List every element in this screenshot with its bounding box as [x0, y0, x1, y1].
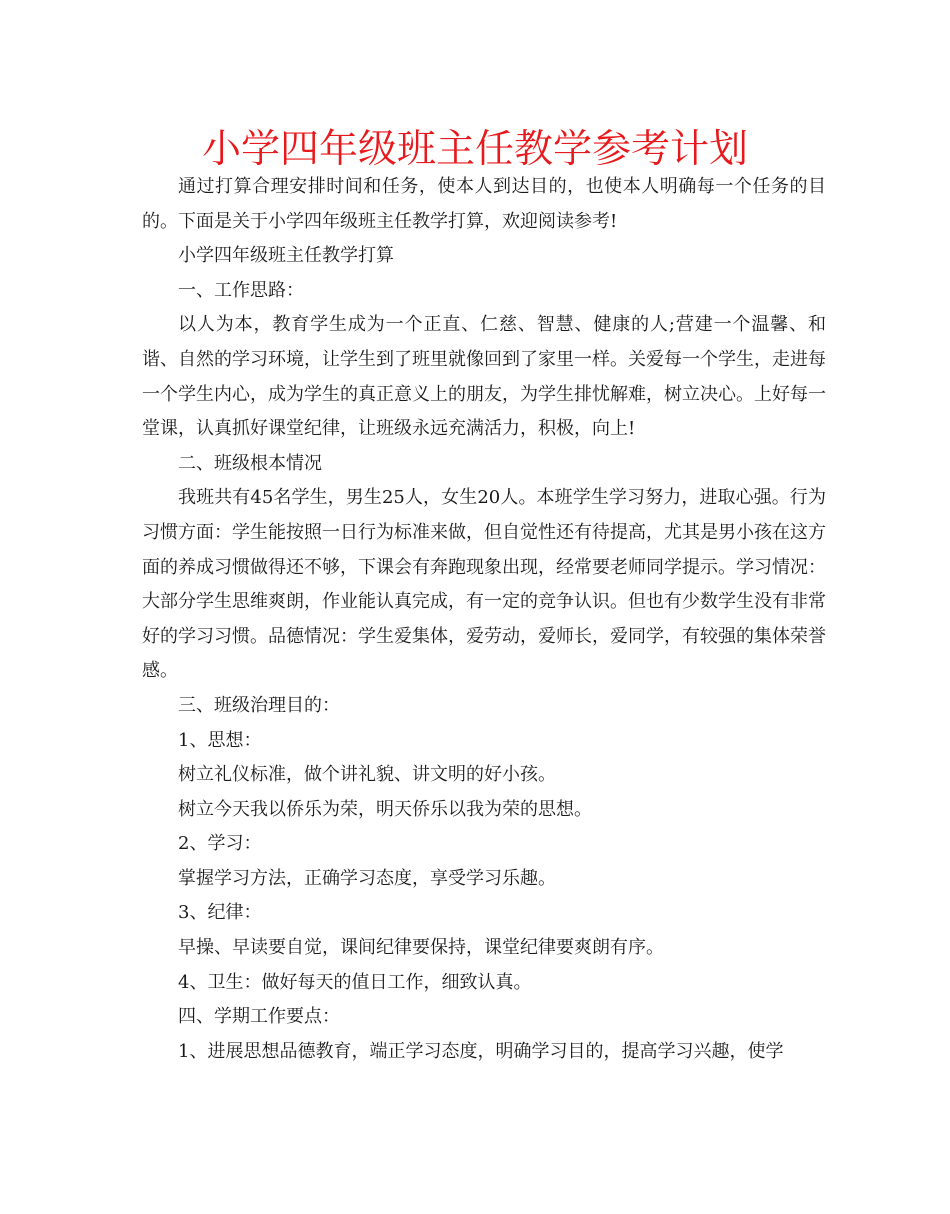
paragraph-hygiene: 4、卫生：做好每天的值日工作，细致认真。 [178, 971, 532, 993]
subheading-discipline: 3、纪律： [178, 902, 262, 924]
paragraph-study: 掌握学习方法，正确学习态度，享受学习乐趣。 [178, 867, 556, 889]
paragraph-semester-1: 1、进展思想品德教育，端正学习态度，明确学习目的，提高学习兴趣，使学 [178, 1040, 784, 1062]
paragraph-thought-1: 树立礼仪标准，做个讲礼貌、讲文明的好小孩。 [178, 764, 556, 786]
section-heading-3: 三、班级治理目的： [178, 694, 340, 716]
section-heading-4: 四、学期工作要点： [178, 1006, 340, 1028]
paragraph-thought-2: 树立今天我以侨乐为荣，明天侨乐以我为荣的思想。 [178, 798, 592, 820]
subheading-study: 2、学习： [178, 833, 262, 855]
document-title: 小学四年级班主任教学参考计划 [201, 127, 748, 172]
paragraph-discipline: 早操、早读要自觉，课间纪律要保持，课堂纪律要爽朗有序。 [178, 937, 664, 959]
paragraph-intro: 通过打算合理安排时间和任务，使本人到达目的，也使本人明确每一个任务的目的。下面是关于小学四年级班主任教学打算，欢迎阅读参考! [142, 176, 826, 232]
section-heading-2: 二、班级根本情况 [178, 452, 322, 474]
section-heading-1: 一、工作思路： [178, 279, 304, 301]
paragraph-subtitle: 小学四年级班主任教学打算 [178, 245, 394, 267]
subheading-thought: 1、思想： [178, 729, 262, 751]
document-body [142, 170, 826, 1069]
paragraph-work-ideas: 以人为本，教育学生成为一个正直、仁慈、智慧、健康的人;营建一个温馨、和谐、自然的学习环境，让学生到了班里就像回到了家里一样。关爱每一个学生，走进每一个学生内心，成为学生的真正意义上的朋友，为学生排忧解难，树立决心。上好每一堂课，认真抓好课堂纪律，让班级永远充满活力，积极，向上! [142, 314, 826, 440]
paragraph-class-situation: 我班共有45名学生，男生25人，女生20人。本班学生学习努力，进取心强。行为习惯方面：学生能按照一日行为标准来做，但自觉性还有待提高，尤其是男小孩在这方面的养成习惯做得还不够，下课会有奔跑现象出现，经常要老师同学提示。学习情况：大部分学生思维爽朗，作业能认真完成，有一定的竞争认识。但也有少数学生没有非常好的学习习惯。品德情况：学生爱集体，爱劳动，爱师长，爱同学，有较强的集体荣誉感。 [142, 487, 826, 682]
